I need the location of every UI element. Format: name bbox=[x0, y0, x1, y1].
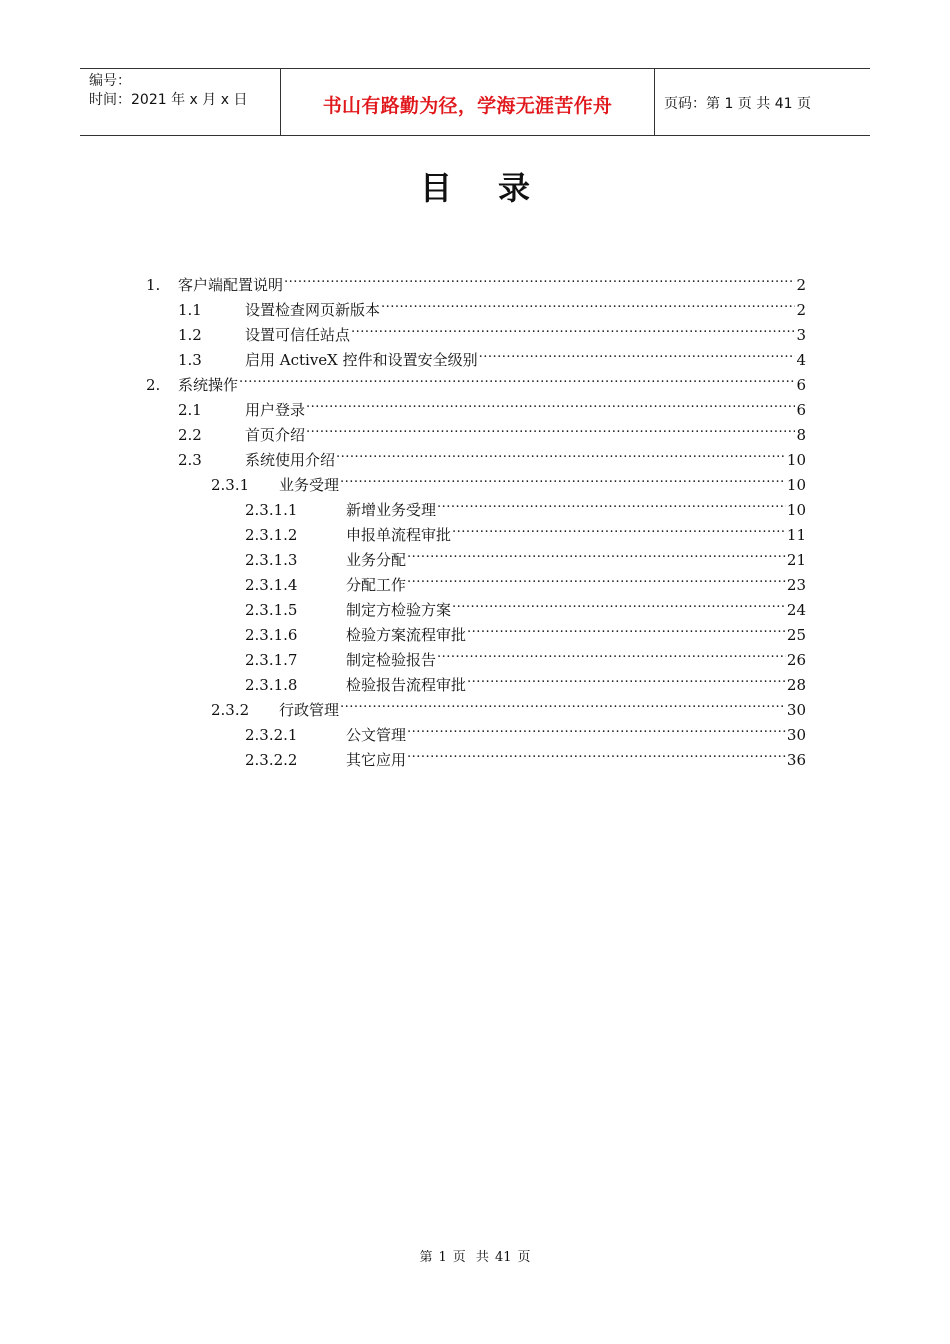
toc-page: 25 bbox=[786, 626, 806, 644]
toc-leader bbox=[407, 740, 786, 765]
toc-text: 制定检验报告 bbox=[346, 651, 437, 669]
toc-number: 2.3.1.8 bbox=[245, 676, 298, 694]
toc-number: 2.3 bbox=[178, 451, 202, 469]
toc-page: 24 bbox=[786, 601, 806, 619]
toc-entry[interactable] bbox=[178, 440, 806, 469]
header-page-info: 页码：第 1 页 共 41 页 bbox=[664, 96, 811, 112]
toc-page: 23 bbox=[786, 576, 806, 594]
toc-page: 30 bbox=[786, 726, 806, 744]
page-header bbox=[80, 68, 870, 136]
footer-current-page: 1 bbox=[438, 1250, 447, 1265]
toc-page: 11 bbox=[786, 526, 806, 544]
toc-leader bbox=[437, 640, 786, 665]
toc-page: 26 bbox=[786, 651, 806, 669]
page-title: 目录 bbox=[419, 169, 576, 207]
toc-leader bbox=[381, 290, 795, 315]
toc-leader bbox=[351, 315, 795, 340]
toc-page: 6 bbox=[796, 401, 806, 419]
toc-page: 10 bbox=[786, 501, 806, 519]
toc-number: 2.3.1.5 bbox=[245, 601, 298, 619]
footer-total-pages: 41 bbox=[494, 1250, 512, 1265]
toc-entry[interactable] bbox=[245, 665, 806, 694]
toc-number: 2.3.2.1 bbox=[245, 726, 298, 744]
toc-entry[interactable] bbox=[211, 465, 806, 494]
toc-number: 2.3.1 bbox=[211, 476, 250, 494]
header-motto: 书山有路勤为径，学海无涯苦作舟 bbox=[281, 69, 655, 135]
toc-page: 36 bbox=[786, 751, 806, 769]
toc-leader bbox=[340, 690, 786, 715]
toc-text: 启用 ActiveX 控件和设置安全级别 bbox=[245, 351, 478, 369]
toc-leader bbox=[284, 265, 795, 290]
toc-number: 1. bbox=[146, 276, 161, 294]
toc-number: 1.3 bbox=[178, 351, 202, 369]
toc-leader bbox=[437, 490, 786, 515]
toc-text: 系统操作 bbox=[178, 376, 239, 394]
toc-page: 2 bbox=[796, 301, 806, 319]
toc-number: 2.3.1.4 bbox=[245, 576, 298, 594]
footer-prefix: 第 bbox=[419, 1250, 433, 1265]
toc-leader bbox=[407, 540, 786, 565]
toc-text: 新增业务受理 bbox=[346, 501, 437, 519]
toc-text: 设置检查网页新版本 bbox=[245, 301, 381, 319]
toc-number: 2.3.1.6 bbox=[245, 626, 298, 644]
toc-leader bbox=[467, 665, 786, 690]
toc-text: 业务受理 bbox=[279, 476, 340, 494]
toc-number: 1.1 bbox=[178, 301, 202, 319]
toc-text: 用户登录 bbox=[245, 401, 306, 419]
toc-entry[interactable] bbox=[245, 540, 806, 569]
toc-number: 1.2 bbox=[178, 326, 202, 344]
toc-entry[interactable] bbox=[178, 415, 806, 444]
toc-text: 业务分配 bbox=[346, 551, 407, 569]
toc-leader bbox=[479, 340, 796, 365]
toc-page: 30 bbox=[786, 701, 806, 719]
footer-suffix: 页 bbox=[517, 1250, 531, 1265]
toc-leader bbox=[306, 390, 795, 415]
toc-leader bbox=[407, 715, 786, 740]
toc-leader bbox=[407, 565, 786, 590]
toc-number: 2.3.1.1 bbox=[245, 501, 298, 519]
toc-entry[interactable] bbox=[245, 490, 806, 519]
toc-entry[interactable] bbox=[178, 340, 806, 369]
toc-text: 设置可信任站点 bbox=[245, 326, 351, 344]
toc-number: 2.3.1.7 bbox=[245, 651, 298, 669]
toc-entry[interactable] bbox=[146, 265, 806, 294]
toc-number: 2. bbox=[146, 376, 161, 394]
toc-text: 系统使用介绍 bbox=[245, 451, 336, 469]
toc-text: 公文管理 bbox=[346, 726, 407, 744]
toc-text: 客户端配置说明 bbox=[178, 276, 284, 294]
toc-entry[interactable] bbox=[245, 515, 806, 544]
toc-text: 首页介绍 bbox=[245, 426, 306, 444]
toc-page: 6 bbox=[796, 376, 806, 394]
toc-entry[interactable] bbox=[245, 565, 806, 594]
toc-leader bbox=[452, 590, 786, 615]
toc-entry[interactable] bbox=[146, 365, 806, 394]
toc-number: 2.3.2.2 bbox=[245, 751, 298, 769]
toc-entry[interactable] bbox=[245, 590, 806, 619]
toc-entry[interactable] bbox=[245, 715, 806, 744]
toc-page: 3 bbox=[796, 326, 806, 344]
toc-page: 8 bbox=[796, 426, 806, 444]
time-label: 时间：2021 年 x 月 x 日 bbox=[89, 92, 248, 108]
toc-entry[interactable] bbox=[211, 690, 806, 719]
toc-number: 2.3.2 bbox=[211, 701, 250, 719]
toc-page: 10 bbox=[786, 451, 806, 469]
toc-leader bbox=[452, 515, 786, 540]
toc-text: 行政管理 bbox=[279, 701, 340, 719]
toc-entry[interactable] bbox=[245, 615, 806, 644]
toc-entry[interactable] bbox=[178, 390, 806, 419]
toc-text: 申报单流程审批 bbox=[346, 526, 452, 544]
footer-mid: 页 共 bbox=[452, 1250, 489, 1265]
toc-leader bbox=[306, 415, 795, 440]
toc-leader bbox=[467, 615, 786, 640]
toc-text: 其它应用 bbox=[346, 751, 407, 769]
toc-text: 分配工作 bbox=[346, 576, 407, 594]
serial-label: 编号： bbox=[89, 73, 131, 89]
toc-text: 制定方检验方案 bbox=[346, 601, 452, 619]
toc-entry[interactable] bbox=[178, 290, 806, 319]
toc-number: 2.3.1.2 bbox=[245, 526, 298, 544]
toc-page: 10 bbox=[786, 476, 806, 494]
toc-number: 2.2 bbox=[178, 426, 202, 444]
toc-number: 2.1 bbox=[178, 401, 202, 419]
toc-number: 2.3.1.3 bbox=[245, 551, 298, 569]
toc-page: 4 bbox=[796, 351, 806, 369]
toc-page: 21 bbox=[786, 551, 806, 569]
toc-entry[interactable] bbox=[245, 640, 806, 669]
toc-entry[interactable] bbox=[245, 740, 806, 769]
toc-text: 检验报告流程审批 bbox=[346, 676, 467, 694]
toc-page: 2 bbox=[796, 276, 806, 294]
page-footer bbox=[0, 1246, 950, 1265]
toc-text: 检验方案流程审批 bbox=[346, 626, 467, 644]
header-meta-cell bbox=[80, 69, 281, 135]
toc-page: 28 bbox=[786, 676, 806, 694]
toc-leader bbox=[239, 365, 795, 390]
toc-leader bbox=[336, 440, 786, 465]
toc-leader bbox=[340, 465, 786, 490]
toc-entry[interactable] bbox=[178, 315, 806, 344]
